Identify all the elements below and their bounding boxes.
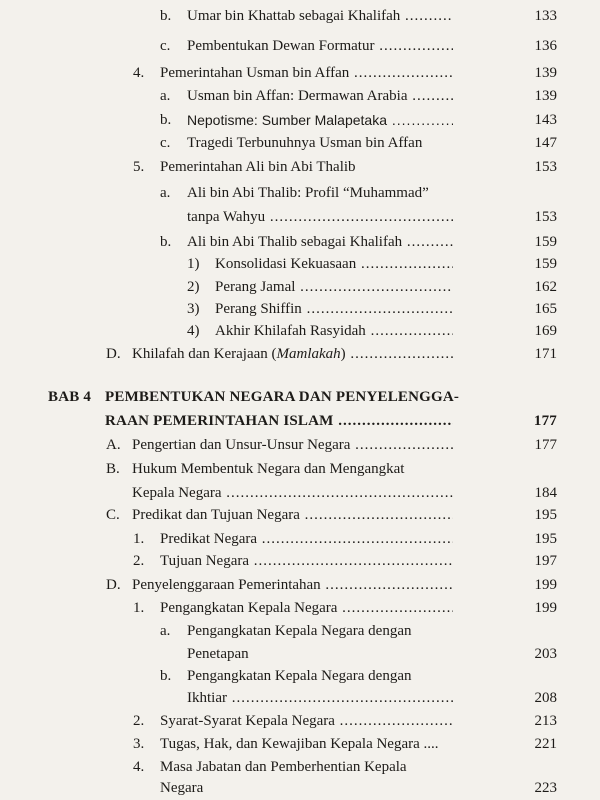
entry-marker: 4. [133,759,145,775]
toc-entry [160,230,557,254]
toc-entry [187,252,557,276]
entry-marker: D. [106,577,121,593]
entry-page: 223 [534,780,557,796]
entry-title: Syarat-Syarat Kepala Negara ..... [160,709,453,733]
entry-page: 184 [534,485,557,501]
toc-entry [160,619,557,643]
entry-title-italic: Mamlakah [276,346,341,362]
entry-page: 221 [534,736,557,752]
entry-title-end: ) [340,346,346,362]
entry-page: 203 [534,646,557,662]
entry-page: 136 [534,38,557,54]
toc-entry [133,549,557,573]
entry-title: Ali bin Abi Thalib: Profil “Muhammad” [187,185,429,201]
entry-title: Tujuan Negara ..... [160,549,453,573]
entry-marker: a. [160,88,171,104]
entry-marker: 3) [187,301,200,317]
toc-entry [187,275,557,299]
toc-entry [106,481,557,505]
entry-marker: 2) [187,279,200,295]
entry-marker: 2. [133,713,145,729]
entry-page: 199 [534,577,557,593]
entry-marker: a. [160,623,171,639]
entry-marker: b. [160,234,172,250]
entry-marker: 1. [133,531,145,547]
toc-entry [187,319,557,343]
entry-title: Pengangkatan Kepala Negara ..... [160,596,453,620]
entry-page: 208 [534,690,557,706]
toc-entry [160,181,557,205]
entry-title: Predikat Negara ..... [160,527,453,551]
entry-page: 162 [534,279,557,295]
entry-marker: 4. [133,65,145,81]
toc-entry [160,205,557,229]
toc-entry [160,34,557,58]
entry-title: Pembentukan Dewan Formatur ..... [187,34,453,58]
toc-entry [106,342,557,366]
chapter-heading [48,385,557,409]
toc-entry [160,686,557,710]
entry-title: Perang Shiffin ..... [215,297,453,321]
entry-marker: 1) [187,256,200,272]
entry-page: 159 [534,256,557,272]
entry-title: Ali bin Abi Thalib sebagai Khalifah ..... [187,230,453,254]
entry-title: Masa Jabatan dan Pemberhentian Kepala [160,759,407,775]
entry-title: Pengangkatan Kepala Negara dengan [187,623,412,639]
entry-page: 147 [534,135,557,151]
toc-entry [133,776,557,800]
entry-marker: 5. [133,159,145,175]
entry-title: Pengertian dan Unsur-Unsur Negara ..... [132,433,453,457]
entry-title: Ikhtiar ..... [187,686,453,710]
entry-page: 197 [534,553,557,569]
entry-title: Konsolidasi Kekuasaan ..... [215,252,453,276]
toc-entry [160,131,557,155]
entry-title: Predikat dan Tujuan Negara ..... [132,503,453,527]
entry-page: 153 [534,159,557,175]
entry-marker: 2. [133,553,145,569]
toc-entry [160,108,557,132]
entry-title: Tugas, Hak, dan Kewajiban Kepala Negara .... [160,736,439,752]
toc-entry [160,4,557,28]
toc-entry [133,155,557,179]
entry-page: 143 [534,112,557,128]
entry-title: tanpa Wahyu ..... [187,205,453,229]
entry-page: 195 [534,507,557,523]
entry-title [132,342,453,366]
toc-entry [133,596,557,620]
toc-entry [106,457,557,481]
entry-page: 177 [533,413,557,429]
entry-title: Usman bin Affan: Dermawan Arabia ..... [187,84,453,108]
entry-title: Penyelenggaraan Pemerintahan ..... [132,573,453,597]
entry-marker: 3. [133,736,145,752]
toc-entry [106,573,557,597]
entry-page: 195 [534,531,557,547]
entry-page: 139 [534,88,557,104]
entry-page: 133 [534,8,557,24]
entry-page: 213 [534,713,557,729]
entry-page: 199 [534,600,557,616]
toc-entry [133,61,557,85]
entry-title: Nepotisme: Sumber Malapetaka ..... [187,108,453,132]
chapter-number: BAB 4 [48,389,92,405]
entry-title: Umar bin Khattab sebagai Khalifah ..... [187,4,453,28]
entry-marker: C. [106,507,120,523]
entry-page: 139 [534,65,557,81]
entry-marker: 4) [187,323,200,339]
entry-title-main: Khilafah dan Kerajaan ( [132,346,277,362]
entry-title: Penetapan [187,646,249,662]
toc-entry [106,433,557,457]
entry-title: Pemerintahan Ali bin Abi Thalib [160,159,356,175]
entry-page: 171 [534,346,557,362]
toc-entry [187,297,557,321]
entry-title: Pemerintahan Usman bin Affan ..... [160,61,453,85]
entry-title: Negara [160,780,204,796]
entry-title: Kepala Negara ..... [132,481,453,505]
entry-marker: D. [106,346,121,362]
chapter-heading [48,409,557,433]
entry-page: 169 [534,323,557,339]
toc-entry [160,84,557,108]
toc-entry [160,664,557,688]
toc-entry [133,732,557,756]
toc-entry [133,709,557,733]
entry-page: 153 [534,209,557,225]
entry-marker: c. [160,135,171,151]
chapter-title: RAAN PEMERINTAHAN ISLAM ..... [105,409,453,433]
entry-marker: b. [160,8,172,24]
entry-marker: 1. [133,600,145,616]
toc-entry [160,642,557,666]
chapter-title: PEMBENTUKAN NEGARA DAN PENYELENGGA- [105,389,460,405]
entry-marker: B. [106,461,120,477]
entry-page: 159 [534,234,557,250]
entry-marker: A. [106,437,121,453]
entry-marker: a. [160,185,171,201]
entry-marker: c. [160,38,171,54]
toc-entry [133,527,557,551]
entry-title: Perang Jamal ..... [215,275,453,299]
entry-page: 165 [534,301,557,317]
entry-title: Akhir Khilafah Rasyidah ..... [215,319,453,343]
entry-title: Hukum Membentuk Negara dan Mengangkat [132,461,405,477]
entry-title: Tragedi Terbunuhnya Usman bin Affan [187,135,423,151]
toc-entry [106,503,557,527]
entry-marker: b. [160,668,172,684]
entry-page: 177 [534,437,557,453]
entry-title: Pengangkatan Kepala Negara dengan [187,668,412,684]
entry-marker: b. [160,112,172,128]
